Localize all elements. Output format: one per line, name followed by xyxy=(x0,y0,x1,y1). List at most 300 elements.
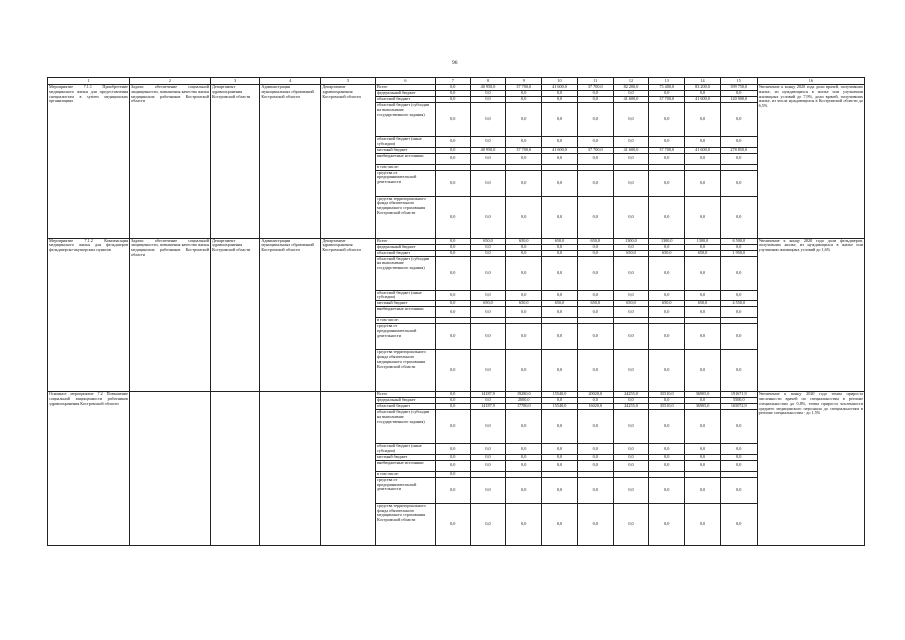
amount-cell: 0,0 xyxy=(542,503,578,545)
amount-cell: 0,0 xyxy=(577,477,613,503)
executor-cell: Департамент здравоохранения Костромской области xyxy=(321,85,376,239)
amount-cell: 0,0 xyxy=(577,196,613,238)
amount-cell: 0,0 xyxy=(685,460,721,471)
amount-cell: 650,0 xyxy=(506,238,542,244)
amount-cell: 0,0 xyxy=(720,244,757,250)
amount-cell: 0,0 xyxy=(470,454,506,460)
amount-cell: 5500,0 xyxy=(720,398,757,404)
amount-cell: 0,0 xyxy=(506,350,542,392)
amount-cell: 0,0 xyxy=(685,153,721,164)
amount-cell: 0,0 xyxy=(435,307,470,318)
amount-cell: 0,0 xyxy=(506,137,542,148)
funding-source-cell: федеральный бюджет xyxy=(376,244,436,250)
amount-cell: 650,0 xyxy=(470,301,506,307)
amount-cell: 20020,0 xyxy=(577,392,613,398)
amount-cell: 0,0 xyxy=(577,153,613,164)
expected-result-cell: Увеличение к концу 2020 года доли врачей, получивших жилье, из нуждающихся в жилье или улучшении жилищных условий до 7,9%, доли врачей, получивших жилье, из числа нуждающихся в Костромской области до 6,5% xyxy=(757,85,864,239)
amount-cell: 0,0 xyxy=(685,103,721,137)
amount-cell: 0,0 xyxy=(577,103,613,137)
col-number: 12 xyxy=(613,78,649,85)
amount-cell: 4 550,0 xyxy=(720,301,757,307)
amount-cell: 0,0 xyxy=(470,250,506,256)
funding-source-cell: областной бюджет (иные субсидии) xyxy=(376,444,436,455)
amount-cell: 0,0 xyxy=(435,454,470,460)
amount-cell: 0,0 xyxy=(613,244,649,250)
amount-cell: 24255,0 xyxy=(613,392,649,398)
amount-cell: 0,0 xyxy=(506,170,542,196)
amount-cell: 0,0 xyxy=(577,398,613,404)
task-cell xyxy=(130,392,211,546)
amount-cell: 0,0 xyxy=(435,256,470,290)
amount-cell: 41 600,0 xyxy=(542,85,578,91)
amount-cell: 650,0 xyxy=(685,301,721,307)
amount-cell: 0,0 xyxy=(542,153,578,164)
amount-cell: 0,0 xyxy=(542,97,578,103)
amount-cell: 16020,0 xyxy=(577,404,613,410)
funding-source-cell: областной бюджет (субсидии на выполнение государственного задания) xyxy=(376,256,436,290)
amount-cell: 1300,0 xyxy=(649,238,685,244)
col-number: 10 xyxy=(542,78,578,85)
amount-cell: 0,0 xyxy=(685,91,721,97)
funding-source-cell: средства от предпринимательской деятельности xyxy=(376,324,436,350)
amount-cell: 0,0 xyxy=(649,454,685,460)
amount-cell: 0,0 xyxy=(470,153,506,164)
amount-cell: 0,0 xyxy=(470,350,506,392)
amount-cell: 0,0 xyxy=(720,503,757,545)
col-number: 16 xyxy=(757,78,864,85)
amount-cell: 0,0 xyxy=(720,444,757,455)
amount-cell: 0,0 xyxy=(435,238,470,244)
col-number: 7 xyxy=(435,78,470,85)
amount-cell: 0,0 xyxy=(435,196,470,238)
amount-cell: 0,0 xyxy=(720,290,757,301)
amount-cell: 0,0 xyxy=(435,477,470,503)
amount-cell: 0,0 xyxy=(720,196,757,238)
amount-cell: 0,0 xyxy=(470,137,506,148)
amount-cell: 0,0 xyxy=(685,307,721,318)
amount-cell: 0,0 xyxy=(470,503,506,545)
amount-cell: 0,0 xyxy=(542,444,578,455)
amount-cell: 0,0 xyxy=(470,307,506,318)
column-number-row xyxy=(48,78,865,85)
amount-cell: 0,0 xyxy=(685,503,721,545)
col-number: 4 xyxy=(260,78,321,85)
amount-cell: 0,0 xyxy=(613,196,649,238)
amount-cell: 0,0 xyxy=(542,137,578,148)
amount-cell: 0,0 xyxy=(470,460,506,471)
funding-source-cell: областной бюджет (субсидии на выполнение государственного задания) xyxy=(376,410,436,444)
amount-cell: 650,0 xyxy=(506,301,542,307)
participant-cell: Администрации муниципальных образований Костромской области xyxy=(260,85,321,239)
amount-cell: 0,0 xyxy=(435,324,470,350)
amount-cell: 0,0 xyxy=(649,410,685,444)
col-number: 6 xyxy=(376,78,436,85)
amount-cell: 0,0 xyxy=(649,170,685,196)
amount-cell: 0,0 xyxy=(506,91,542,97)
amount-cell: 40 950,0 xyxy=(470,147,506,153)
amount-cell: 0,0 xyxy=(685,256,721,290)
amount-cell: 0,0 xyxy=(506,454,542,460)
funding-source-cell: областной бюджет xyxy=(376,97,436,103)
amount-cell: 75 400,0 xyxy=(649,85,685,91)
amount-cell: 40 950,0 xyxy=(470,85,506,91)
amount-cell: 650,0 xyxy=(613,250,649,256)
col-number: 14 xyxy=(685,78,721,85)
amount-cell: 0,0 xyxy=(435,153,470,164)
funding-source-cell: областной бюджет (иные субсидии) xyxy=(376,137,436,148)
funding-source-cell: средства территориального фонда обязательного медицинского страхования Костромской области xyxy=(376,196,436,238)
amount-cell: 0,0 xyxy=(613,350,649,392)
amount-cell: 0,0 xyxy=(685,444,721,455)
amount-cell: 37 700,0 xyxy=(506,147,542,153)
amount-cell: 650,0 xyxy=(577,301,613,307)
amount-cell: 0,0 xyxy=(685,137,721,148)
amount-cell: 41 600,0 xyxy=(613,147,649,153)
amount-cell: 0,0 xyxy=(542,250,578,256)
funding-source-cell: внебюджетные источники xyxy=(376,153,436,164)
amount-cell: 0,0 xyxy=(649,196,685,238)
amount-cell: 650,0 xyxy=(542,238,578,244)
amount-cell: 6 500,0 xyxy=(720,238,757,244)
funding-source-cell: Всего xyxy=(376,85,436,91)
amount-cell: 0,0 xyxy=(435,410,470,444)
amount-cell: 0,0 xyxy=(470,290,506,301)
amount-cell: 0,0 xyxy=(435,137,470,148)
funding-source-cell: средства от предпринимательской деятельности xyxy=(376,477,436,503)
executor-cell xyxy=(321,392,376,546)
coexecutor-cell: Департамент здравоохранения Костромской области xyxy=(210,238,259,392)
amount-cell: 0,0 xyxy=(506,460,542,471)
amount-cell: 1300,0 xyxy=(685,238,721,244)
amount-cell: 0,0 xyxy=(649,477,685,503)
amount-cell: 0,0 xyxy=(649,256,685,290)
page-number: 96 xyxy=(452,60,458,66)
funding-source-cell: Всего xyxy=(376,238,436,244)
amount-cell: 0,0 xyxy=(506,153,542,164)
funding-source-cell: местный бюджет xyxy=(376,454,436,460)
amount-cell: 0,0 xyxy=(506,324,542,350)
amount-cell: 191671,9 xyxy=(720,392,757,398)
amount-cell: 0,0 xyxy=(649,103,685,137)
amount-cell: 0,0 xyxy=(577,324,613,350)
amount-cell: 0,0 xyxy=(506,410,542,444)
amount-cell: 0,0 xyxy=(685,477,721,503)
amount-cell: 0,0 xyxy=(506,103,542,137)
task-cell: Задача: обеспечение социальной защищенности, повышения качества жилья медицинских работников Костромской области xyxy=(130,85,211,239)
amount-cell: 0,0 xyxy=(542,256,578,290)
coexecutor-cell xyxy=(210,392,259,546)
amount-cell: 24255,0 xyxy=(613,404,649,410)
amount-cell: 0,0 xyxy=(435,103,470,137)
amount-cell: 0,0 xyxy=(720,460,757,471)
amount-cell: 37 700,0 xyxy=(577,147,613,153)
amount-cell: 0,0 xyxy=(542,454,578,460)
funding-source-cell: в том числе: xyxy=(376,164,436,170)
amount-cell: 0,0 xyxy=(649,307,685,318)
amount-cell: 0,0 xyxy=(613,477,649,503)
amount-cell: 0,0 xyxy=(435,350,470,392)
funding-source-cell: областной бюджет (иные субсидии) xyxy=(376,290,436,301)
amount-cell: 15540,0 xyxy=(542,392,578,398)
amount-cell: 0,0 xyxy=(649,244,685,250)
amount-cell: 0,0 xyxy=(542,398,578,404)
amount-cell: 165072,9 xyxy=(720,404,757,410)
amount-cell: 14187,9 xyxy=(470,404,506,410)
event-cell: Основное мероприятие 7.2 Повышение социальной защищенности работников здравоохранения Костромской области xyxy=(48,392,130,546)
funding-source-cell: федеральный бюджет xyxy=(376,91,436,97)
col-number: 8 xyxy=(470,78,506,85)
amount-cell: 0,0 xyxy=(577,244,613,250)
participant-cell: Администрации муниципальных образований Костромской области xyxy=(260,238,321,392)
funding-source-cell: средства территориального фонда обязательного медицинского страхования Костромской области xyxy=(376,503,436,545)
amount-cell: 0,0 xyxy=(435,392,470,398)
amount-cell: 0,0 xyxy=(649,444,685,455)
amount-cell: 0,0 xyxy=(577,307,613,318)
amount-cell: 0,0 xyxy=(720,410,757,444)
amount-cell: 35510,0 xyxy=(649,392,685,398)
amount-cell: 0,0 xyxy=(435,147,470,153)
amount-cell: 0,0 xyxy=(613,503,649,545)
amount-cell: 0,0 xyxy=(685,398,721,404)
amount-cell: 0,0 xyxy=(613,153,649,164)
amount-cell: 120 900,0 xyxy=(720,97,757,103)
amount-cell: 0,0 xyxy=(506,97,542,103)
funding-source-cell: областной бюджет xyxy=(376,404,436,410)
amount-cell: 0,0 xyxy=(613,290,649,301)
col-number: 2 xyxy=(130,78,211,85)
amount-cell: 0,0 xyxy=(613,410,649,444)
amount-cell: 0,0 xyxy=(720,153,757,164)
amount-cell: 0,0 xyxy=(470,256,506,290)
col-number: 13 xyxy=(649,78,685,85)
amount-cell: 0,0 xyxy=(613,324,649,350)
amount-cell: 0,0 xyxy=(506,307,542,318)
amount-cell: 0,0 xyxy=(613,91,649,97)
funding-source-cell: средства от предпринимательской деятельности xyxy=(376,170,436,196)
col-number: 3 xyxy=(210,78,259,85)
amount-cell: 0,0 xyxy=(577,250,613,256)
financing-table xyxy=(47,77,865,546)
amount-cell: 83 200,0 xyxy=(685,85,721,91)
amount-cell: 0,0 xyxy=(685,244,721,250)
amount-cell: 0,0 xyxy=(435,503,470,545)
amount-cell: 0,0 xyxy=(435,170,470,196)
amount-cell: 650,0 xyxy=(577,238,613,244)
amount-cell: 0,0 xyxy=(542,477,578,503)
amount-cell: 37 700,0 xyxy=(506,85,542,91)
amount-cell: 0,0 xyxy=(685,410,721,444)
amount-cell: 0,0 xyxy=(649,350,685,392)
amount-cell: 0,0 xyxy=(649,398,685,404)
amount-cell: 0,0 xyxy=(542,170,578,196)
amount-cell: 0,0 xyxy=(506,244,542,250)
amount-cell: 0,0 xyxy=(649,137,685,148)
amount-cell: 0,0 xyxy=(577,290,613,301)
amount-cell: 41 600,0 xyxy=(685,97,721,103)
amount-cell: 0,0 xyxy=(720,137,757,148)
amount-cell: 0,0 xyxy=(506,477,542,503)
amount-cell: 0,0 xyxy=(649,91,685,97)
amount-cell: 0,0 xyxy=(470,196,506,238)
amount-cell: 0,0 xyxy=(470,444,506,455)
amount-cell: 0,0 xyxy=(685,196,721,238)
amount-cell: 0,0 xyxy=(685,324,721,350)
funding-source-cell: местный бюджет xyxy=(376,301,436,307)
funding-source-cell: в том числе: xyxy=(376,471,436,477)
event-cell: Мероприятие 7.1.2 Компенсация медицинского жилья для фельдшеров фельдшерско-акушерских пунктов xyxy=(48,238,130,392)
amount-cell: 0,0 xyxy=(470,477,506,503)
amount-cell: 0,0 xyxy=(649,503,685,545)
amount-cell: 0,0 xyxy=(435,301,470,307)
amount-cell: 0,0 xyxy=(577,91,613,97)
amount-cell: 0,0 xyxy=(577,97,613,103)
funding-source-cell: областной бюджет (субсидии на выполнение государственного задания) xyxy=(376,103,436,137)
amount-cell: 2000,0 xyxy=(506,398,542,404)
participant-cell xyxy=(260,392,321,546)
amount-cell: 35510,0 xyxy=(649,404,685,410)
amount-cell: 0,0 xyxy=(613,454,649,460)
amount-cell: 0,0 xyxy=(542,103,578,137)
amount-cell: 37 700,0 xyxy=(649,97,685,103)
amount-cell: 650,0 xyxy=(649,250,685,256)
amount-cell: 0,0 xyxy=(542,460,578,471)
funding-source-cell: областной бюджет xyxy=(376,250,436,256)
col-number: 15 xyxy=(720,78,757,85)
amount-cell: 0,0 xyxy=(649,153,685,164)
amount-cell: 0,0 xyxy=(506,250,542,256)
amount-cell: 0,0 xyxy=(720,324,757,350)
amount-cell: 0,0 xyxy=(649,290,685,301)
col-number: 11 xyxy=(577,78,613,85)
amount-cell: 650,0 xyxy=(613,301,649,307)
amount-cell: 0,0 xyxy=(506,196,542,238)
amount-cell: 0,0 xyxy=(720,307,757,318)
amount-cell: 1300,0 xyxy=(613,238,649,244)
amount-cell: 0,0 xyxy=(613,256,649,290)
amount-cell: 0,0 xyxy=(720,103,757,137)
amount-cell: 17780,0 xyxy=(506,404,542,410)
amount-cell: 0,0 xyxy=(542,324,578,350)
amount-cell: 41 600,0 xyxy=(542,147,578,153)
amount-cell: 0,0 xyxy=(435,85,470,91)
executor-cell: Департамент здравоохранения Костромской области xyxy=(321,238,376,392)
amount-cell: 41 600,0 xyxy=(685,147,721,153)
amount-cell: 0,0 xyxy=(470,103,506,137)
amount-cell: 0,0 xyxy=(685,170,721,196)
funding-source-cell: внебюджетные источники xyxy=(376,460,436,471)
amount-cell: 0,0 xyxy=(720,350,757,392)
funding-source-cell: местный бюджет xyxy=(376,147,436,153)
amount-cell: 0,0 xyxy=(685,290,721,301)
amount-cell: 0,0 xyxy=(577,350,613,392)
amount-cell: 0,0 xyxy=(542,307,578,318)
amount-cell: 399 750,0 xyxy=(720,85,757,91)
amount-cell: 0,0 xyxy=(577,137,613,148)
amount-cell: 0,0 xyxy=(435,250,470,256)
amount-cell: 0,0 xyxy=(506,290,542,301)
amount-cell: 0,0 xyxy=(542,244,578,250)
amount-cell: 0,0 xyxy=(435,460,470,471)
funding-source-cell: Всего xyxy=(376,392,436,398)
amount-cell: 0,0 xyxy=(613,103,649,137)
amount-cell: 650,0 xyxy=(470,238,506,244)
amount-cell: 278 850,0 xyxy=(720,147,757,153)
funding-source-cell: в том числе: xyxy=(376,318,436,324)
amount-cell: 0,0 xyxy=(720,454,757,460)
funding-source-cell: внебюджетные источники xyxy=(376,307,436,318)
funding-source-cell: федеральный бюджет xyxy=(376,398,436,404)
amount-cell: 0,0 xyxy=(649,324,685,350)
amount-cell: 0,0 xyxy=(685,350,721,392)
amount-cell: 0,0 xyxy=(720,170,757,196)
amount-cell: 0,0 xyxy=(435,97,470,103)
amount-cell: 0,0 xyxy=(470,324,506,350)
event-cell: Мероприятие 7.1.1 Приобретение медицинского жилья для предоставления специалистам в system медицинских организациях xyxy=(48,85,130,239)
amount-cell: 0,0 xyxy=(613,137,649,148)
amount-cell: 0,0 xyxy=(613,398,649,404)
amount-cell: 0,0 xyxy=(470,91,506,97)
amount-cell: 0,0 xyxy=(577,256,613,290)
amount-cell: 0,0 xyxy=(577,503,613,545)
amount-cell: 19280,0 xyxy=(506,392,542,398)
amount-cell: 0,0 xyxy=(435,404,470,410)
col-number: 5 xyxy=(321,78,376,85)
amount-cell: 0,0 xyxy=(613,170,649,196)
amount-cell: 14187,9 xyxy=(470,392,506,398)
amount-cell: 0,0 xyxy=(577,170,613,196)
amount-cell: 0,0 xyxy=(577,410,613,444)
amount-cell: 0,0 xyxy=(470,244,506,250)
amount-cell: 0,0 xyxy=(470,170,506,196)
amount-cell: 15540,0 xyxy=(542,404,578,410)
amount-cell: 0,0 xyxy=(470,398,506,404)
task-cell: Задача: обеспечение социальной защищенности, повышения качества жилья медицинских работников Костромской области xyxy=(130,238,211,392)
coexecutor-cell: Департамент здравоохранения Костромской области xyxy=(210,85,259,239)
amount-cell: 650,0 xyxy=(685,250,721,256)
amount-cell: 36905,0 xyxy=(685,404,721,410)
amount-cell: 650,0 xyxy=(649,301,685,307)
amount-cell: 0,0 xyxy=(577,454,613,460)
amount-cell: 0,0 xyxy=(506,444,542,455)
amount-cell: 0,0 xyxy=(470,97,506,103)
amount-cell: 0,0 xyxy=(435,244,470,250)
amount-cell: 82 200,0 xyxy=(613,85,649,91)
amount-cell: 37 700,0 xyxy=(577,85,613,91)
amount-cell: 0,0 xyxy=(435,471,470,477)
amount-cell: 0,0 xyxy=(435,398,470,404)
amount-cell: 1 950,0 xyxy=(720,250,757,256)
amount-cell: 0,0 xyxy=(613,444,649,455)
amount-cell: 0,0 xyxy=(506,503,542,545)
expected-result-cell: Увеличение к концу 2020 года доли фельдшеров, получивших жилье, из нуждающихся в жилье или улучшении жилищных условий до 1,6% xyxy=(757,238,864,392)
col-number: 1 xyxy=(48,78,130,85)
amount-cell: 0,0 xyxy=(720,91,757,97)
amount-cell: 0,0 xyxy=(542,350,578,392)
amount-cell: 41 600,0 xyxy=(613,97,649,103)
amount-cell: 0,0 xyxy=(542,91,578,97)
amount-cell: 0,0 xyxy=(542,410,578,444)
amount-cell: 0,0 xyxy=(613,307,649,318)
amount-cell: 0,0 xyxy=(577,444,613,455)
amount-cell: 0,0 xyxy=(649,460,685,471)
funding-source-cell: средства территориального фонда обязательного медицинского страхования Костромской области xyxy=(376,350,436,392)
amount-cell: 0,0 xyxy=(470,410,506,444)
amount-cell: 0,0 xyxy=(685,454,721,460)
amount-cell: 0,0 xyxy=(542,196,578,238)
col-number: 9 xyxy=(506,78,542,85)
amount-cell: 0,0 xyxy=(542,290,578,301)
amount-cell: 0,0 xyxy=(506,256,542,290)
